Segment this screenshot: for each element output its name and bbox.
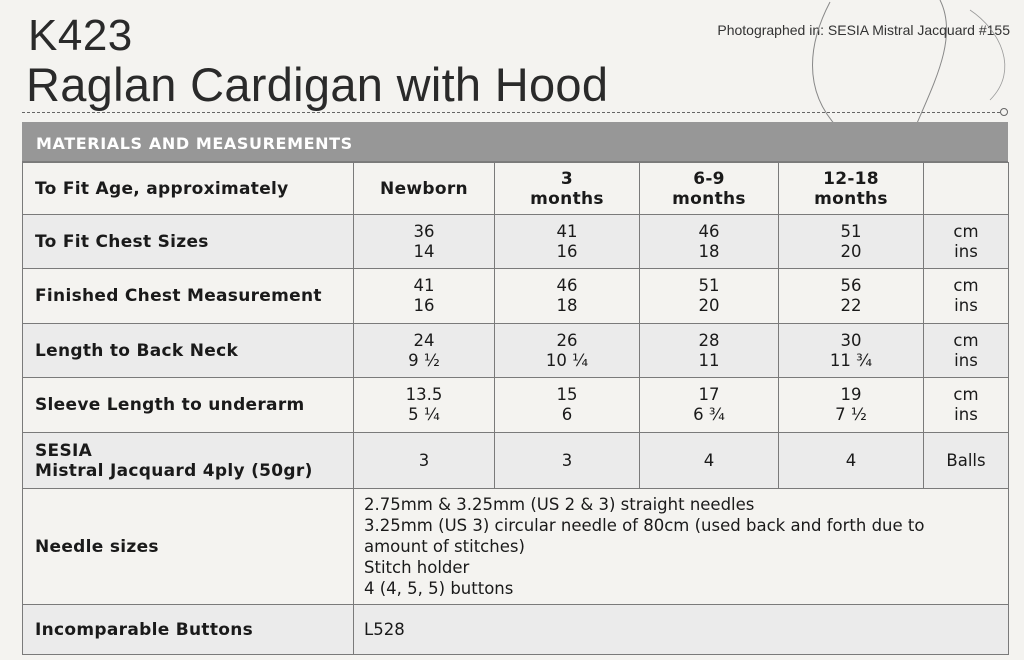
size-cell (779, 163, 924, 215)
cell-line: 6 (561, 405, 573, 424)
size-cell (640, 378, 779, 433)
unit-cell (924, 378, 1009, 433)
cell-line: 17 (698, 385, 720, 404)
cell-line: 10 ¼ (545, 350, 589, 370)
size-cell (640, 163, 779, 215)
cell-line: Length to Back Neck (35, 340, 239, 361)
cell-line: cm (953, 385, 979, 404)
size-cell (779, 433, 924, 489)
cell-line: 19 (840, 385, 862, 404)
table-row (23, 378, 1009, 433)
cell-line: 3.25mm (US 3) circular needle of 80cm (used back and forth due to (364, 516, 925, 535)
cell-line: 3 (560, 168, 574, 189)
cell-line: 18 (698, 241, 720, 261)
cell-line: 11 (698, 350, 720, 370)
size-cell (495, 324, 640, 378)
cell-line: cm (953, 276, 979, 295)
size-cell (779, 269, 924, 324)
size-cell (354, 433, 495, 489)
cell-line: Mistral Jacquard 4ply (50gr) (35, 460, 313, 481)
photographed-note: Photographed in: SESIA Mistral Jacquard #155 (717, 22, 1010, 38)
dotted-divider (22, 112, 1000, 113)
cell-line: cm (953, 221, 979, 241)
cell-line: 20 (698, 296, 720, 315)
size-cell (495, 269, 640, 324)
cell-line: 3 (561, 450, 573, 470)
materials-panel (22, 122, 1008, 655)
cell-line: 4 (845, 450, 857, 470)
cell-line: 24 (413, 330, 435, 350)
cell-line: 12-18 (823, 168, 879, 189)
size-cell (495, 215, 640, 269)
cell-line: 36 (413, 221, 435, 241)
size-cell (495, 433, 640, 489)
cell-line: 51 (698, 276, 720, 295)
cell-line: 15 (556, 385, 578, 404)
size-cell (354, 324, 495, 378)
row-label (23, 324, 354, 378)
row-label (23, 269, 354, 324)
cell-line: 51 (840, 221, 862, 241)
section-title: MATERIALS AND MEASUREMENTS (22, 122, 1008, 162)
size-cell (640, 269, 779, 324)
size-cell (354, 378, 495, 433)
cell-line: 2.75mm & 3.25mm (US 2 & 3) straight needles (364, 495, 755, 514)
row-label: Needle sizes (23, 489, 354, 605)
cell-line: 4 (703, 450, 715, 470)
size-cell (640, 324, 779, 378)
cell-line: 20 (840, 241, 862, 261)
buttons-cell: L528 (354, 605, 1009, 655)
cell-line: 46 (698, 221, 720, 241)
cell-line: months (814, 188, 888, 209)
cell-line: 18 (556, 296, 578, 315)
cell-line: 56 (840, 276, 862, 295)
cell-line: 4 (4, 5, 5) buttons (364, 579, 514, 598)
table-row (23, 324, 1009, 378)
unit-cell (924, 215, 1009, 269)
cell-line: 5 ¼ (408, 405, 440, 424)
cell-line: 3 (418, 450, 430, 470)
cell-line: Newborn (380, 178, 468, 199)
row-label (23, 163, 354, 215)
cell-line: ins (954, 405, 978, 424)
size-cell (640, 215, 779, 269)
cell-line: 9 ½ (408, 350, 440, 370)
cell-line: cm (953, 330, 979, 350)
row-label (23, 378, 354, 433)
unit-cell (924, 163, 1009, 215)
cell-line: 16 (413, 296, 435, 315)
row-label (23, 433, 354, 489)
table-row-needles (23, 489, 1009, 605)
size-cell (495, 163, 640, 215)
row-label: Incomparable Buttons (23, 605, 354, 655)
cell-line: Sleeve Length to underarm (35, 395, 305, 415)
cell-line: ins (954, 350, 978, 370)
table-row (23, 163, 1009, 215)
size-cell (354, 215, 495, 269)
cell-line: 22 (840, 296, 862, 315)
cell-line: 26 (556, 330, 578, 350)
cell-line: 6-9 (693, 168, 725, 189)
size-cell (779, 215, 924, 269)
unit-cell (924, 269, 1009, 324)
size-cell (495, 378, 640, 433)
table-row (23, 215, 1009, 269)
cell-line: 46 (556, 276, 578, 295)
cell-line: 13.5 (405, 385, 443, 404)
cell-line: To Fit Chest Sizes (35, 231, 209, 252)
size-cell (354, 163, 495, 215)
cell-line: To Fit Age, approximately (35, 178, 289, 199)
table-row (23, 269, 1009, 324)
cell-line: 11 ¾ (829, 350, 873, 370)
cell-line: ins (954, 296, 978, 315)
cell-line: 41 (556, 221, 578, 241)
cell-line: 6 ¾ (693, 405, 725, 424)
cell-line: Balls (946, 450, 986, 470)
size-cell (779, 378, 924, 433)
pattern-title: Raglan Cardigan with Hood (26, 58, 609, 111)
cell-line: 7 ½ (835, 405, 867, 424)
cell-line: 28 (698, 330, 720, 350)
cell-line: SESIA (35, 440, 93, 461)
cell-line: Finished Chest Measurement (35, 286, 322, 306)
size-cell (779, 324, 924, 378)
needles-cell (354, 489, 1009, 605)
cell-line: months (530, 188, 604, 209)
cell-line: 30 (840, 330, 862, 350)
table-row-buttons (23, 605, 1009, 655)
row-label (23, 215, 354, 269)
yarn-doodle-icon (790, 0, 1024, 140)
cell-line: 41 (413, 276, 435, 295)
divider-end-icon (1000, 108, 1008, 116)
table-row (23, 433, 1009, 489)
pattern-code: K423 (28, 11, 133, 60)
cell-line: months (672, 188, 746, 209)
cell-line: 14 (413, 241, 435, 261)
cell-line: ins (954, 241, 978, 261)
cell-line: Stitch holder (364, 558, 470, 577)
size-cell (640, 433, 779, 489)
measurements-table (22, 162, 1009, 655)
size-cell (354, 269, 495, 324)
cell-line: 16 (556, 241, 578, 261)
unit-cell (924, 433, 1009, 489)
cell-line: amount of stitches) (364, 537, 525, 556)
unit-cell (924, 324, 1009, 378)
